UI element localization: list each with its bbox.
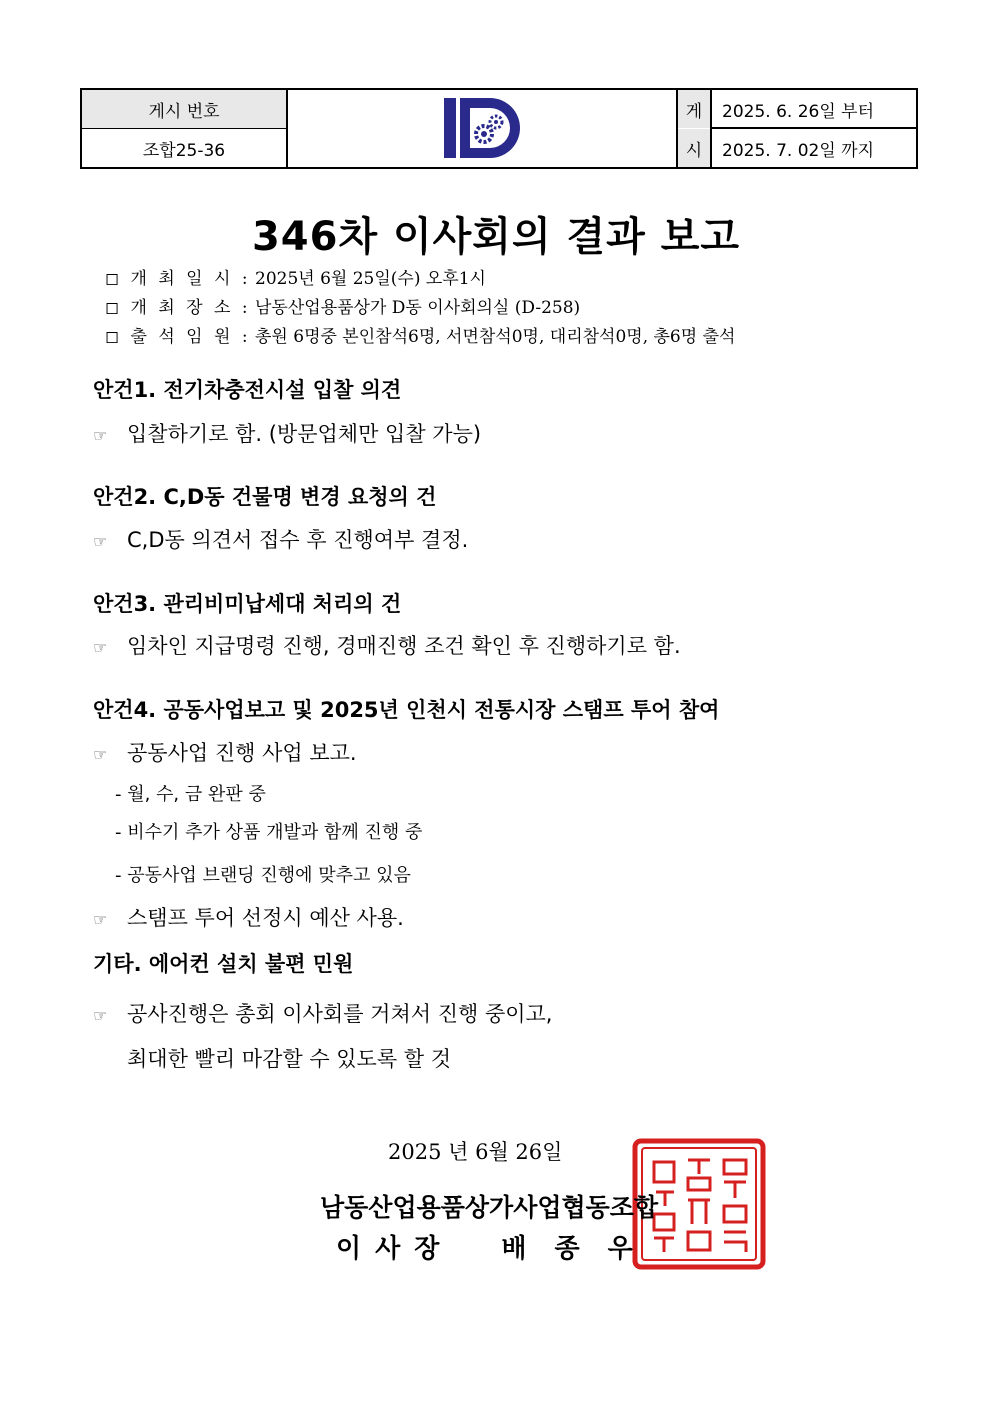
agenda-2-title: 안건2. C,D동 건물명 변경 요청의 건 <box>93 485 437 509</box>
agenda-2-result: ☞ C,D동 의견서 접수 후 진행여부 결정. <box>93 528 469 552</box>
agenda-4-sub-item: - 비수기 추가 상품 개발과 함께 진행 중 <box>115 822 423 843</box>
agenda-3-result: ☞ 임차인 지급명령 진행, 경매진행 조건 확인 후 진행하기로 함. <box>93 634 681 658</box>
meeting-place-key: ◻ 개 최 장 소 : <box>105 298 251 318</box>
pointing-hand-icon: ☞ <box>93 1006 108 1025</box>
pointing-hand-icon: ☞ <box>93 426 108 445</box>
period-start: 2025. 6. 26일 부터 <box>722 101 874 122</box>
organization-name: 남동산업용품상가사업협동조합 <box>320 1193 659 1222</box>
pointing-hand-icon: ☞ <box>93 910 108 929</box>
other-title: 기타. 에어컨 설치 불편 민원 <box>93 952 354 976</box>
agenda-4-result-2: ☞ 스탬프 투어 선정시 예산 사용. <box>93 906 404 930</box>
post-number: 조합25-36 <box>142 140 226 161</box>
period-end: 2025. 7. 02일 까지 <box>722 140 874 161</box>
attendees-value: 총원 6명중 본인참석6명, 서면참석0명, 대리참석0명, 총6명 출석 <box>255 327 736 347</box>
meeting-place-row <box>105 293 580 318</box>
meeting-place-value: 남동산업용품상가 D동 이사회의실 (D-258) <box>255 298 581 318</box>
agenda-1-result: ☞ 입찰하기로 함. (방문업체만 입찰 가능) <box>93 422 482 446</box>
other-line-2: 최대한 빨리 마감할 수 있도록 할 것 <box>127 1047 452 1071</box>
agenda-3-title: 안건3. 관리비미납세대 처리의 건 <box>93 592 402 616</box>
posting-label-top: 게 <box>678 90 710 128</box>
agenda-4-title: 안건4. 공동사업보고 및 2025년 인천시 전통시장 스탬프 투어 참여 <box>93 698 720 722</box>
position-title: 이사장 <box>336 1234 454 1264</box>
header-table <box>80 88 918 169</box>
agenda-1-title: 안건1. 전기차충전시설 입찰 의견 <box>93 378 402 402</box>
agenda-4-result: ☞ 공동사업 진행 사업 보고. <box>93 741 357 765</box>
attendees-key: ◻ 출 석 임 원 : <box>105 327 251 347</box>
issue-date: 2025 년 6월 26일 <box>388 1140 563 1164</box>
post-number-label: 게시 번호 <box>82 90 286 128</box>
other-line-1: ☞ 공사진행은 총회 이사회를 거쳐서 진행 중이고, <box>93 1002 553 1026</box>
meeting-date-value: 2025년 6월 25일(수) 오후1시 <box>255 269 486 289</box>
posting-label-bottom: 시 <box>678 129 710 167</box>
meeting-date-row <box>105 264 486 289</box>
chairman-name: 배종우 <box>501 1234 661 1264</box>
attendees-row <box>105 322 735 347</box>
meeting-date-key: ◻ 개 최 일 시 : <box>105 269 251 289</box>
pointing-hand-icon: ☞ <box>93 532 108 551</box>
agenda-4-sub-item: - 공동사업 브랜딩 진행에 맞추고 있음 <box>115 865 411 886</box>
cooperative-logo <box>444 98 520 158</box>
pointing-hand-icon: ☞ <box>93 745 108 764</box>
page-title: 346차 이사회의 결과 보고 <box>251 214 741 260</box>
signatory <box>336 1228 661 1265</box>
pointing-hand-icon: ☞ <box>93 638 108 657</box>
agenda-4-sub-item: - 월, 수, 금 완판 중 <box>115 784 266 805</box>
